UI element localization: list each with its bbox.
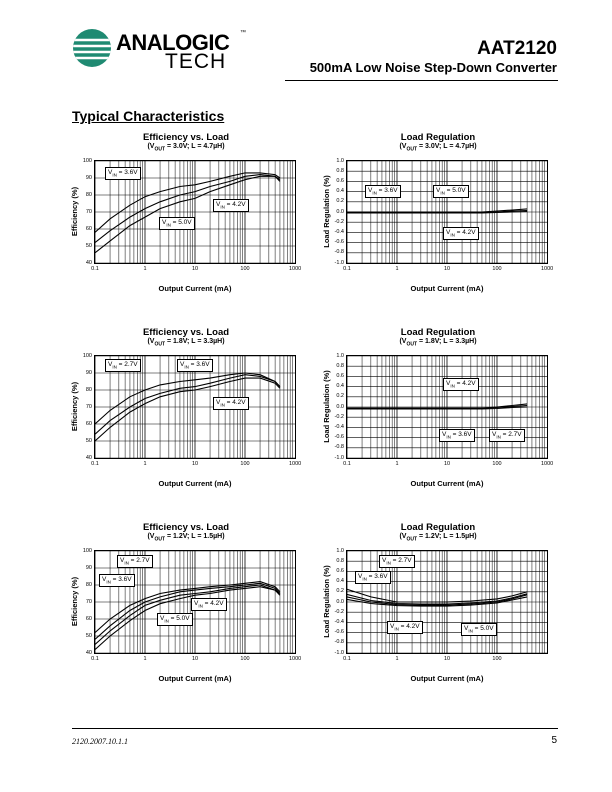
x-tick-label: 1000 xyxy=(289,266,302,272)
series-annotation: $V_{IN} = 5.0V$ xyxy=(433,185,469,198)
x-tick-label: 100 xyxy=(240,461,250,467)
header-divider xyxy=(285,80,558,81)
x-tick-label: 1 xyxy=(395,656,399,662)
x-tick-label: 1 xyxy=(143,656,147,662)
x-tick-label: 100 xyxy=(492,266,502,272)
series-annotation: $V_{IN} = 3.6V$ xyxy=(365,185,401,198)
chart-plot-area xyxy=(346,160,548,264)
y-tick-label: 100 xyxy=(82,157,92,164)
y-tick-label: -0.8 xyxy=(334,444,344,451)
chart-title: Efficiency vs. Load xyxy=(142,327,230,338)
y-tick-label: -0.4 xyxy=(334,228,344,235)
x-tick-label: 100 xyxy=(492,656,502,662)
series-annotation: $V_{IN} = 5.0V$ xyxy=(461,623,497,636)
series-annotation: $V_{IN} = 4.2V$ xyxy=(443,227,479,240)
document-code: 2120.2007.10.1.1 xyxy=(72,737,128,746)
series-annotation: $V_{IN} = 3.6V$ xyxy=(105,167,141,180)
logo-line2: TECH xyxy=(165,50,227,73)
y-tick-label: -0.6 xyxy=(334,434,344,441)
chart-title: Load Regulation xyxy=(400,327,476,338)
y-axis-label: Efficiency (%) xyxy=(69,576,79,627)
y-tick-label: 70 xyxy=(85,403,92,410)
y-tick-label: 1.0 xyxy=(336,157,344,164)
x-tick-label: 1 xyxy=(143,266,147,272)
series-annotation: $V_{IN} = 3.6V$ xyxy=(355,571,391,584)
y-tick-label: 100 xyxy=(82,352,92,359)
x-axis-label: Output Current (mA) xyxy=(158,479,232,488)
y-tick-label: -1.0 xyxy=(334,649,344,656)
x-tick-label: 100 xyxy=(240,266,250,272)
y-axis-label: Load Regulation (%) xyxy=(321,370,331,443)
x-tick-label: 0.1 xyxy=(91,461,99,467)
logo-trademark: ™ xyxy=(240,30,246,36)
y-tick-label: 50 xyxy=(85,632,92,639)
x-tick-label: 0.1 xyxy=(343,656,351,662)
y-tick-label: 0.0 xyxy=(336,598,344,605)
x-tick-label: 1 xyxy=(395,266,399,272)
y-tick-label: -0.6 xyxy=(334,239,344,246)
company-logo xyxy=(70,26,250,76)
y-tick-label: 0.6 xyxy=(336,372,344,379)
y-tick-label: 0.8 xyxy=(336,167,344,174)
logo-line1: ANALOGIC xyxy=(116,30,230,55)
y-tick-label: 80 xyxy=(85,386,92,393)
footer-divider xyxy=(72,728,558,729)
chart-subtitle: ($V_{OUT} = 1.8V$; L = 3.3µH) xyxy=(399,338,477,348)
chart-title: Load Regulation xyxy=(400,522,476,533)
y-tick-label: 60 xyxy=(85,615,92,622)
page-number: 5 xyxy=(551,735,557,746)
y-tick-label: 0.4 xyxy=(336,188,344,195)
x-tick-label: 10 xyxy=(191,266,199,272)
x-tick-label: 1 xyxy=(143,461,147,467)
series-annotation: $V_{IN} = 3.6V$ xyxy=(99,574,135,587)
series-annotation: $V_{IN} = 2.7V$ xyxy=(379,555,415,568)
y-tick-label: -0.2 xyxy=(334,413,344,420)
x-axis-label: Output Current (mA) xyxy=(158,284,232,293)
y-axis-label: Load Regulation (%) xyxy=(321,175,331,248)
y-tick-label: 80 xyxy=(85,191,92,198)
y-tick-label: 40 xyxy=(85,649,92,656)
x-tick-label: 100 xyxy=(240,656,250,662)
y-tick-label: 0.8 xyxy=(336,362,344,369)
x-tick-label: 0.1 xyxy=(343,461,351,467)
x-tick-label: 10 xyxy=(443,266,451,272)
series-annotation: $V_{IN} = 4.2V$ xyxy=(387,621,423,634)
y-tick-label: 0.4 xyxy=(336,383,344,390)
chart-svg xyxy=(347,551,547,653)
series-annotation: $V_{IN} = 4.2V$ xyxy=(191,598,227,611)
y-tick-label: 90 xyxy=(85,174,92,181)
x-axis-label: Output Current (mA) xyxy=(410,479,484,488)
y-tick-label: 90 xyxy=(85,369,92,376)
x-tick-label: 0.1 xyxy=(343,266,351,272)
y-tick-label: 0.2 xyxy=(336,198,344,205)
y-tick-label: 0.6 xyxy=(336,567,344,574)
y-tick-label: 50 xyxy=(85,242,92,249)
x-tick-label: 1000 xyxy=(289,461,302,467)
y-tick-label: 0.2 xyxy=(336,588,344,595)
series-annotation: $V_{IN} = 4.2V$ xyxy=(213,397,249,410)
chart-subtitle: ($V_{OUT} = 1.2V$; L = 1.5µH) xyxy=(399,533,477,543)
y-tick-label: 60 xyxy=(85,420,92,427)
chart-panel-4 xyxy=(66,522,306,692)
series-annotation: $V_{IN} = 3.6V$ xyxy=(177,359,213,372)
y-tick-label: 0.4 xyxy=(336,578,344,585)
y-tick-label: 50 xyxy=(85,437,92,444)
series-annotation: $V_{IN} = 5.0V$ xyxy=(157,613,193,626)
series-annotation: $V_{IN} = 2.7V$ xyxy=(117,555,153,568)
series-annotation: $V_{IN} = 2.7V$ xyxy=(489,429,525,442)
x-axis-label: Output Current (mA) xyxy=(158,674,232,683)
y-tick-label: -0.8 xyxy=(334,639,344,646)
y-tick-label: 0.6 xyxy=(336,177,344,184)
y-tick-label: -0.4 xyxy=(334,423,344,430)
x-tick-label: 100 xyxy=(492,461,502,467)
x-tick-label: 0.1 xyxy=(91,656,99,662)
chart-title: Efficiency vs. Load xyxy=(142,522,230,533)
chart-svg xyxy=(347,161,547,263)
y-tick-label: 60 xyxy=(85,225,92,232)
y-axis-label: Load Regulation (%) xyxy=(321,565,331,638)
chart-subtitle: ($V_{OUT} = 1.2V$; L = 1.5µH) xyxy=(147,533,225,543)
chart-subtitle: ($V_{OUT} = 1.8V$; L = 3.3µH) xyxy=(147,338,225,348)
y-tick-label: 0.8 xyxy=(336,557,344,564)
chart-panel-1 xyxy=(318,132,558,302)
y-tick-label: 70 xyxy=(85,208,92,215)
series-annotation: $V_{IN} = 4.2V$ xyxy=(443,378,479,391)
chart-title: Load Regulation xyxy=(400,132,476,143)
chart-svg xyxy=(347,356,547,458)
y-tick-label: 1.0 xyxy=(336,352,344,359)
chart-panel-5 xyxy=(318,522,558,692)
y-tick-label: 70 xyxy=(85,598,92,605)
y-tick-label: -1.0 xyxy=(334,259,344,266)
part-number: AAT2120 xyxy=(477,38,557,59)
chart-subtitle: ($V_{OUT} = 3.0V$; L = 4.7µH) xyxy=(399,143,477,153)
x-axis-label: Output Current (mA) xyxy=(410,284,484,293)
y-tick-label: 0.0 xyxy=(336,208,344,215)
x-tick-label: 1000 xyxy=(289,656,302,662)
chart-panel-3 xyxy=(318,327,558,497)
y-tick-label: 80 xyxy=(85,581,92,588)
chart-plot-area xyxy=(346,550,548,654)
x-tick-label: 10 xyxy=(191,656,199,662)
y-tick-label: 90 xyxy=(85,564,92,571)
series-annotation: $V_{IN} = 5.0V$ xyxy=(159,217,195,230)
y-axis-label: Efficiency (%) xyxy=(69,381,79,432)
y-tick-label: 1.0 xyxy=(336,547,344,554)
x-tick-label: 1 xyxy=(395,461,399,467)
y-tick-label: -0.4 xyxy=(334,618,344,625)
y-tick-label: -1.0 xyxy=(334,454,344,461)
x-tick-label: 10 xyxy=(191,461,199,467)
x-tick-label: 1000 xyxy=(541,266,554,272)
y-tick-label: -0.6 xyxy=(334,629,344,636)
y-axis-label: Efficiency (%) xyxy=(69,186,79,237)
y-tick-label: 0.0 xyxy=(336,403,344,410)
section-title: Typical Characteristics xyxy=(72,108,225,124)
x-tick-label: 10 xyxy=(443,656,451,662)
series-annotation: $V_{IN} = 4.2V$ xyxy=(213,199,249,212)
y-tick-label: -0.2 xyxy=(334,608,344,615)
y-tick-label: 40 xyxy=(85,259,92,266)
series-annotation: $V_{IN} = 2.7V$ xyxy=(105,359,141,372)
x-tick-label: 0.1 xyxy=(91,266,99,272)
y-tick-label: 0.2 xyxy=(336,393,344,400)
series-annotation: $V_{IN} = 3.6V$ xyxy=(439,429,475,442)
y-tick-label: 40 xyxy=(85,454,92,461)
x-axis-label: Output Current (mA) xyxy=(410,674,484,683)
x-tick-label: 1000 xyxy=(541,461,554,467)
document-subtitle: 500mA Low Noise Step-Down Converter xyxy=(309,60,557,75)
x-tick-label: 10 xyxy=(443,461,451,467)
y-tick-label: -0.2 xyxy=(334,218,344,225)
chart-title: Efficiency vs. Load xyxy=(142,132,230,143)
chart-subtitle: ($V_{OUT} = 3.0V$; L = 4.7µH) xyxy=(147,143,225,153)
y-tick-label: 100 xyxy=(82,547,92,554)
chart-panel-2 xyxy=(66,327,306,497)
chart-panel-0 xyxy=(66,132,306,302)
y-tick-label: -0.8 xyxy=(334,249,344,256)
chart-plot-area xyxy=(346,355,548,459)
